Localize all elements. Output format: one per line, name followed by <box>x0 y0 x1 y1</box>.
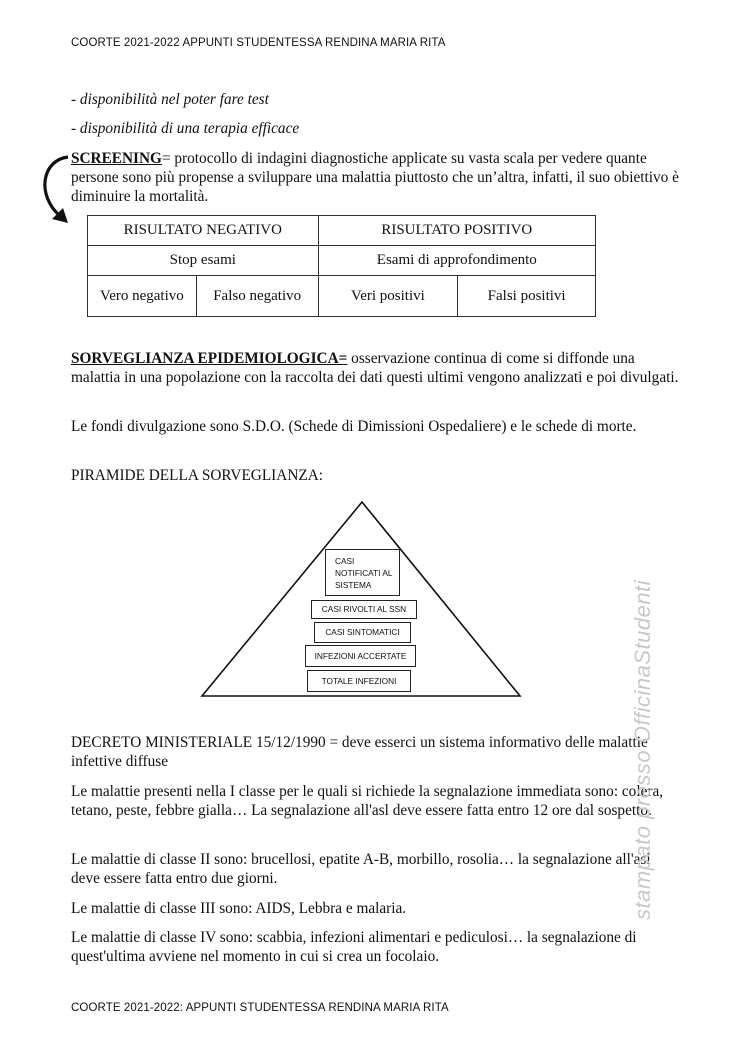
cell-esami-approfondimento: Esami di approfondimento <box>318 246 595 276</box>
classe-1-paragraph: Le malattie presenti nella I classe per le quali si richiede la segnalazione immediata sono: colera, tetano, peste, febbre gialla… La segnalazione all'asl deve essere fatta entro 12 ore dal sospetto. <box>71 783 664 819</box>
pyramid-outline <box>200 500 522 698</box>
cell-vero-negativo: Vero negativo <box>88 276 197 317</box>
sorveglianza-term: SORVEGLIANZA EPIDEMIOLOGICA= <box>71 350 348 367</box>
classe-4-paragraph: Le malattie di classe IV sono: scabbia, infezioni alimentari e pediculosi… la segnalazione di quest'ultima avviene nel momento in cui si crea un focolaio. <box>71 929 637 965</box>
page-header: COORTE 2021-2022 APPUNTI STUDENTESSA RENDINA MARIA RITA <box>71 37 446 49</box>
cell-falsi-positivi: Falsi positivi <box>458 276 596 317</box>
screening-definition: = protocollo di indagini diagnostiche applicate su vasta scala per vedere quante persone sono più propense a sviluppare una malattia piuttosto che un’altra, infatti, il suo obiettivo è diminuire la mortalità. <box>71 150 679 205</box>
bullet-test: - disponibilità nel poter fare test <box>71 91 269 108</box>
header-risultato-positivo: RISULTATO POSITIVO <box>318 216 595 246</box>
cell-falso-negativo: Falso negativo <box>196 276 318 317</box>
sorveglianza-paragraph <box>71 349 681 387</box>
header-risultato-negativo: RISULTATO NEGATIVO <box>88 216 319 246</box>
cell-veri-positivi: Veri positivi <box>318 276 458 317</box>
pyramid-level-notificati: CASI NOTIFICATI AL SISTEMA <box>325 549 400 596</box>
curved-arrow-icon <box>34 150 74 230</box>
pyramid-level-rivolti-ssn: CASI RIVOLTI AL SSN <box>311 600 417 619</box>
piramide-title: PIRAMIDE DELLA SORVEGLIANZA: <box>71 467 324 484</box>
bullet-terapia: - disponibilità di una terapia efficace <box>71 120 300 137</box>
page-footer: COORTE 2021-2022: APPUNTI STUDENTESSA RENDINA MARIA RITA <box>71 1002 449 1014</box>
watermark: stampato presso OfficinaStudenti <box>630 579 655 920</box>
screening-table <box>87 215 596 317</box>
screening-term: SCREENING <box>71 150 162 167</box>
pyramid-level-sintomatici: CASI SINTOMATICI <box>314 622 411 643</box>
cell-stop-esami: Stop esami <box>88 246 319 276</box>
fonti-paragraph: Le fondi divulgazione sono S.D.O. (Schede di Dimissioni Ospedaliere) e le schede di morte. <box>71 418 637 435</box>
screening-paragraph <box>71 149 681 206</box>
classe-2-paragraph: Le malattie di classe II sono: brucellosi, epatite A-B, morbillo, rosolia… la segnalazione all'asl deve essere fatta entro due giorni. <box>71 851 651 887</box>
pyramid-level-infezioni-accertate: INFEZIONI ACCERTATE <box>305 645 416 667</box>
classe-3-paragraph: Le malattie di classe III sono: AIDS, Lebbra e malaria. <box>71 900 407 917</box>
sorveglianza-definition: osservazione continua di come si diffonde una malattia in una popolazione con la raccolta dei dati questi ultimi vengono analizzati e poi divulgati. <box>71 350 679 386</box>
decreto-paragraph: DECRETO MINISTERIALE 15/12/1990 = deve esserci un sistema informativo delle malattie infettive diffuse <box>71 734 648 770</box>
pyramid-level-totale-infezioni: TOTALE INFEZIONI <box>307 670 411 692</box>
